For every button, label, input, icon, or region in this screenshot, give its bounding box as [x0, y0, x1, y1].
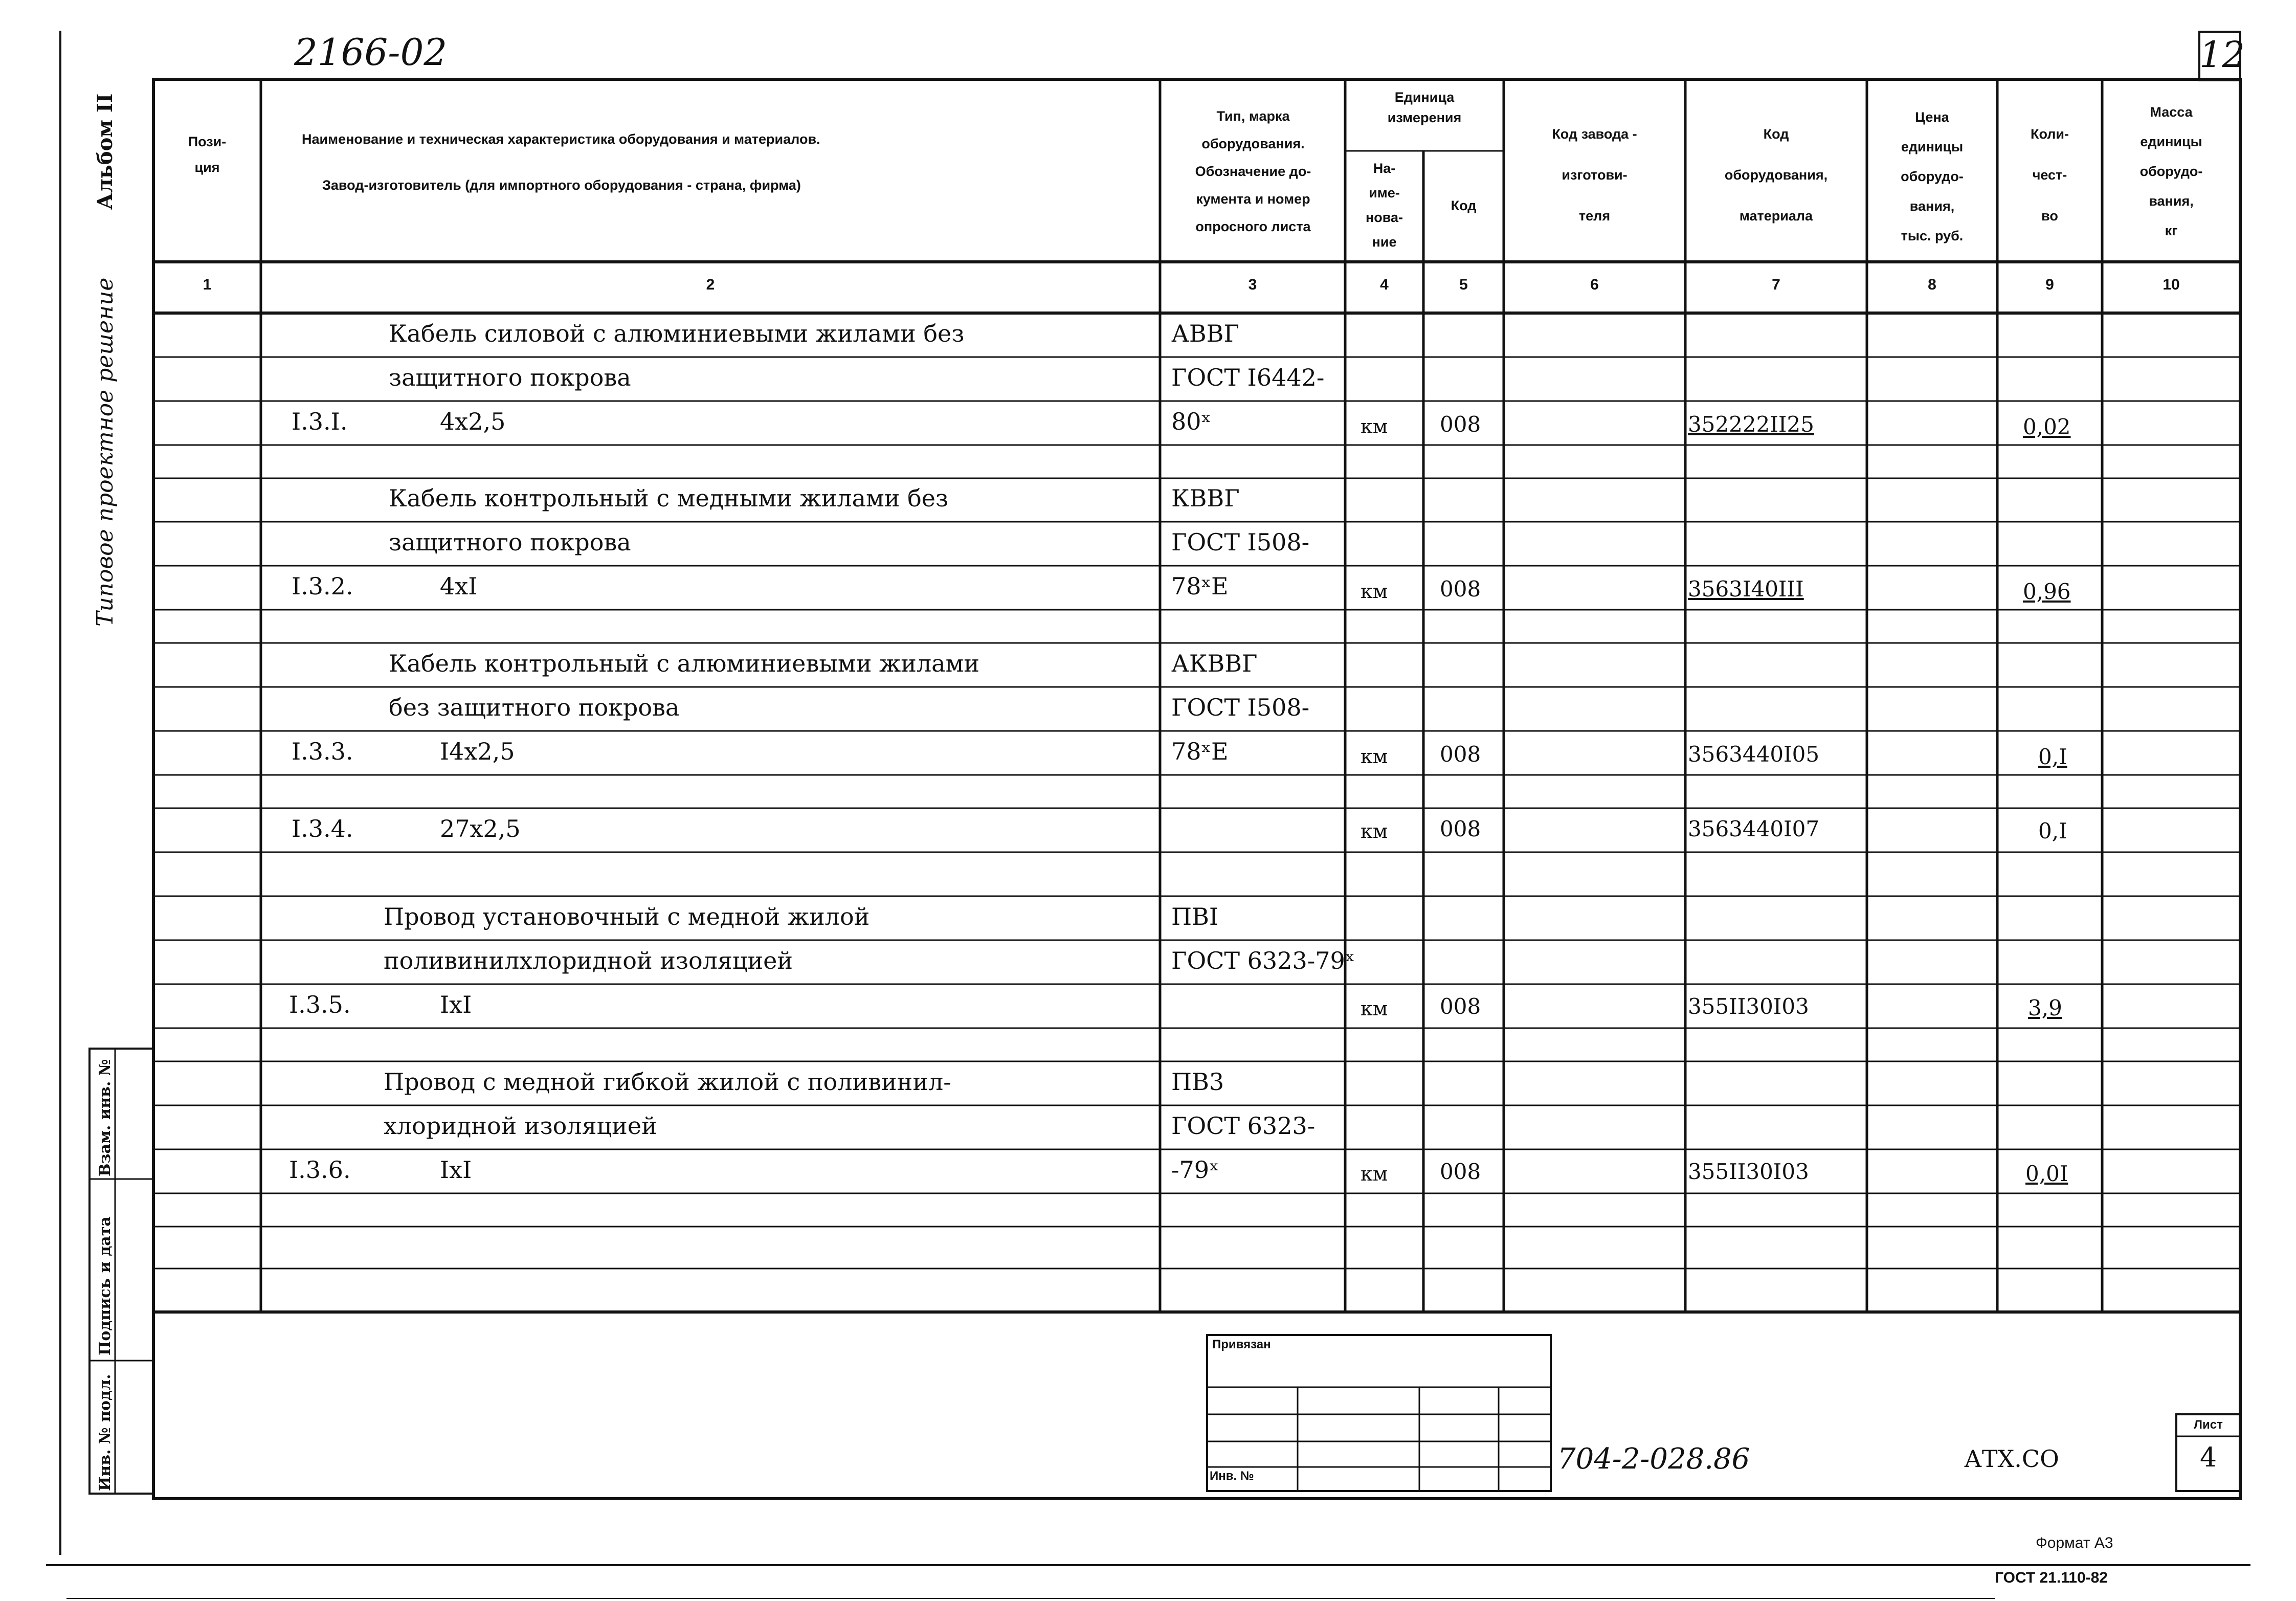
row-quantity: 0,I — [2038, 744, 2067, 769]
column-number-3: 3 — [1248, 276, 1257, 293]
row-name: Кабель контрольный с алюминиевыми жилами — [389, 650, 980, 677]
sheet-number: 4 — [2199, 1442, 2217, 1473]
header-plant-code-3: теля — [1578, 208, 1611, 224]
row-name: Кабель силовой с алюминиевыми жилами без — [389, 320, 965, 347]
stamp-label-signature-date: Подпись и дата — [96, 1216, 114, 1355]
header-type-4: кумента и номер — [1196, 191, 1310, 207]
header-mass-3: оборудо- — [2139, 164, 2203, 179]
header-mass-1: Масса — [2150, 104, 2193, 120]
row-name: защитного покрова — [389, 364, 631, 391]
header-type-5: опросного листа — [1195, 219, 1311, 234]
row-name: Провод с медной гибкой жилой с поливинил- — [384, 1068, 951, 1096]
row-position: I.3.3. — [292, 738, 353, 765]
header-type-2: оборудования. — [1201, 136, 1305, 151]
row-unit: км — [1361, 580, 1388, 603]
row-unit: км — [1361, 415, 1388, 438]
stamp-label-replaced-inv: Взам. инв. № — [96, 1059, 114, 1176]
row-type: АКВВГ — [1171, 650, 1258, 677]
header-name-line2: Завод-изготовитель (для импортного оборудования - страна, фирма) — [322, 177, 801, 193]
row-position: I.3.4. — [292, 815, 353, 842]
header-price-1: Цена — [1915, 109, 1949, 125]
row-quantity: 0,0I — [2025, 1161, 2068, 1186]
header-qty-1: Коли- — [2030, 126, 2069, 142]
row-type: 78ˣЕ — [1171, 572, 1229, 600]
column-number-1: 1 — [203, 276, 212, 293]
row-name: Провод установочный с медной жилой — [384, 903, 870, 930]
inventory-number-label: Инв. № — [1210, 1469, 1254, 1483]
row-unit: км — [1361, 745, 1388, 768]
row-unit-code: 008 — [1440, 412, 1481, 437]
row-type: 80ˣ — [1171, 408, 1212, 435]
header-mass-5: кг — [2165, 223, 2178, 238]
handwritten-document-code: 2166-02 — [294, 31, 448, 74]
row-type: ГОСТ I6442- — [1171, 364, 1325, 391]
header-unit-2: измерения — [1387, 110, 1462, 125]
row-material-code: 355II30I03 — [1688, 1159, 1809, 1184]
header-unit-name-4: ние — [1372, 234, 1397, 250]
gost-label: ГОСТ 21.110-82 — [1995, 1569, 2108, 1586]
row-position: I.3.6. — [289, 1156, 351, 1184]
header-material-code-1: Код — [1763, 126, 1789, 142]
document-designation: 704-2-028.86 — [1557, 1442, 1750, 1476]
header-qty-3: во — [2041, 208, 2058, 224]
row-quantity: 3,9 — [2028, 995, 2062, 1020]
column-number-4: 4 — [1380, 276, 1389, 293]
row-type: ПВ3 — [1171, 1068, 1224, 1096]
row-unit-code: 008 — [1440, 994, 1481, 1019]
project-type-label: Типовое проектное решение — [92, 277, 118, 627]
row-type: ГОСТ 6323-79ˣ — [1171, 947, 1355, 974]
row-material-code: 3563I40III — [1688, 576, 1804, 602]
row-quantity: 0,02 — [2023, 414, 2071, 439]
row-name: без защитного покрова — [389, 694, 680, 721]
row-quantity: 0,I — [2038, 818, 2067, 843]
row-name: IxI — [440, 1156, 472, 1184]
row-type: ПВI — [1171, 903, 1219, 930]
row-unit: км — [1361, 1163, 1388, 1185]
row-position: I.3.2. — [292, 572, 353, 600]
row-unit: км — [1361, 820, 1388, 842]
row-type: -79ˣ — [1171, 1156, 1219, 1184]
header-unit-1: Единица — [1394, 90, 1455, 105]
column-number-10: 10 — [2163, 276, 2180, 293]
header-type-3: Обозначение до- — [1195, 164, 1311, 179]
header-price-2: единицы — [1901, 139, 1964, 154]
header-unit-code: Код — [1451, 198, 1477, 213]
format-label: Формат А3 — [2036, 1535, 2113, 1551]
privyazan-label: Привязан — [1212, 1338, 1271, 1351]
row-unit-code: 008 — [1440, 576, 1481, 602]
row-position: I.3.I. — [292, 408, 348, 435]
header-unit-name-2: име- — [1369, 185, 1400, 201]
header-price-4: вания, — [1909, 198, 1955, 214]
header-position-2: ция — [194, 160, 220, 175]
row-type: ГОСТ I508- — [1171, 694, 1310, 721]
row-position: I.3.5. — [289, 991, 351, 1018]
sheet-label: Лист — [2194, 1418, 2223, 1432]
header-type-1: Тип, марка — [1216, 108, 1290, 124]
row-name: 4x2,5 — [440, 408, 506, 435]
page-number: 12 — [2199, 34, 2245, 76]
header-mass-4: вания, — [2149, 193, 2194, 209]
header-unit-name-3: нова- — [1365, 210, 1403, 225]
row-type: ГОСТ 6323- — [1171, 1112, 1316, 1140]
row-type: КВВГ — [1171, 484, 1240, 512]
row-material-code: 352222II25 — [1688, 412, 1814, 437]
column-number-5: 5 — [1459, 276, 1468, 293]
row-name: 4xI — [440, 572, 478, 600]
header-position-1: Пози- — [188, 134, 227, 149]
row-name: хлоридной изоляцией — [384, 1112, 657, 1140]
row-quantity: 0,96 — [2023, 579, 2071, 604]
row-type: ГОСТ I508- — [1171, 528, 1310, 556]
row-material-code: 3563440I07 — [1688, 816, 1820, 841]
column-number-9: 9 — [2045, 276, 2054, 293]
row-material-code: 355II30I03 — [1688, 994, 1809, 1019]
column-number-2: 2 — [706, 276, 715, 293]
row-name: поливинилхлоридной изоляцией — [384, 947, 793, 974]
album-label: Альбом II — [93, 93, 117, 210]
header-mass-2: единицы — [2140, 134, 2202, 149]
row-unit: км — [1361, 997, 1388, 1020]
header-name-line1: Наименование и техническая характеристика оборудования и материалов. — [302, 131, 820, 147]
column-number-8: 8 — [1928, 276, 1936, 293]
header-material-code-2: оборудования, — [1724, 167, 1828, 183]
row-unit-code: 008 — [1440, 816, 1481, 841]
header-price-3: оборудо- — [1901, 169, 1964, 184]
header-price-5: тыс. руб. — [1901, 228, 1964, 243]
header-plant-code-1: Код завода - — [1552, 126, 1637, 142]
row-name: I4x2,5 — [440, 738, 515, 765]
row-name: защитного покрова — [389, 528, 631, 556]
row-type: АВВГ — [1171, 320, 1239, 347]
row-name: IxI — [440, 991, 472, 1018]
row-name: 27x2,5 — [440, 815, 521, 842]
header-plant-code-2: изготови- — [1562, 167, 1628, 183]
row-unit-code: 008 — [1440, 1159, 1481, 1184]
row-type: 78ˣЕ — [1171, 738, 1229, 765]
header-unit-name-1: На- — [1373, 161, 1396, 176]
column-number-6: 6 — [1590, 276, 1599, 293]
row-unit-code: 008 — [1440, 742, 1481, 767]
stamp-label-original-inv: Инв. № подл. — [96, 1374, 114, 1491]
document-mark: АТХ.СО — [1964, 1445, 2059, 1473]
header-material-code-3: материала — [1739, 208, 1813, 224]
row-material-code: 3563440I05 — [1688, 742, 1820, 767]
row-name: Кабель контрольный с медными жилами без — [389, 484, 949, 512]
header-qty-2: чест- — [2032, 167, 2067, 183]
column-number-7: 7 — [1772, 276, 1780, 293]
